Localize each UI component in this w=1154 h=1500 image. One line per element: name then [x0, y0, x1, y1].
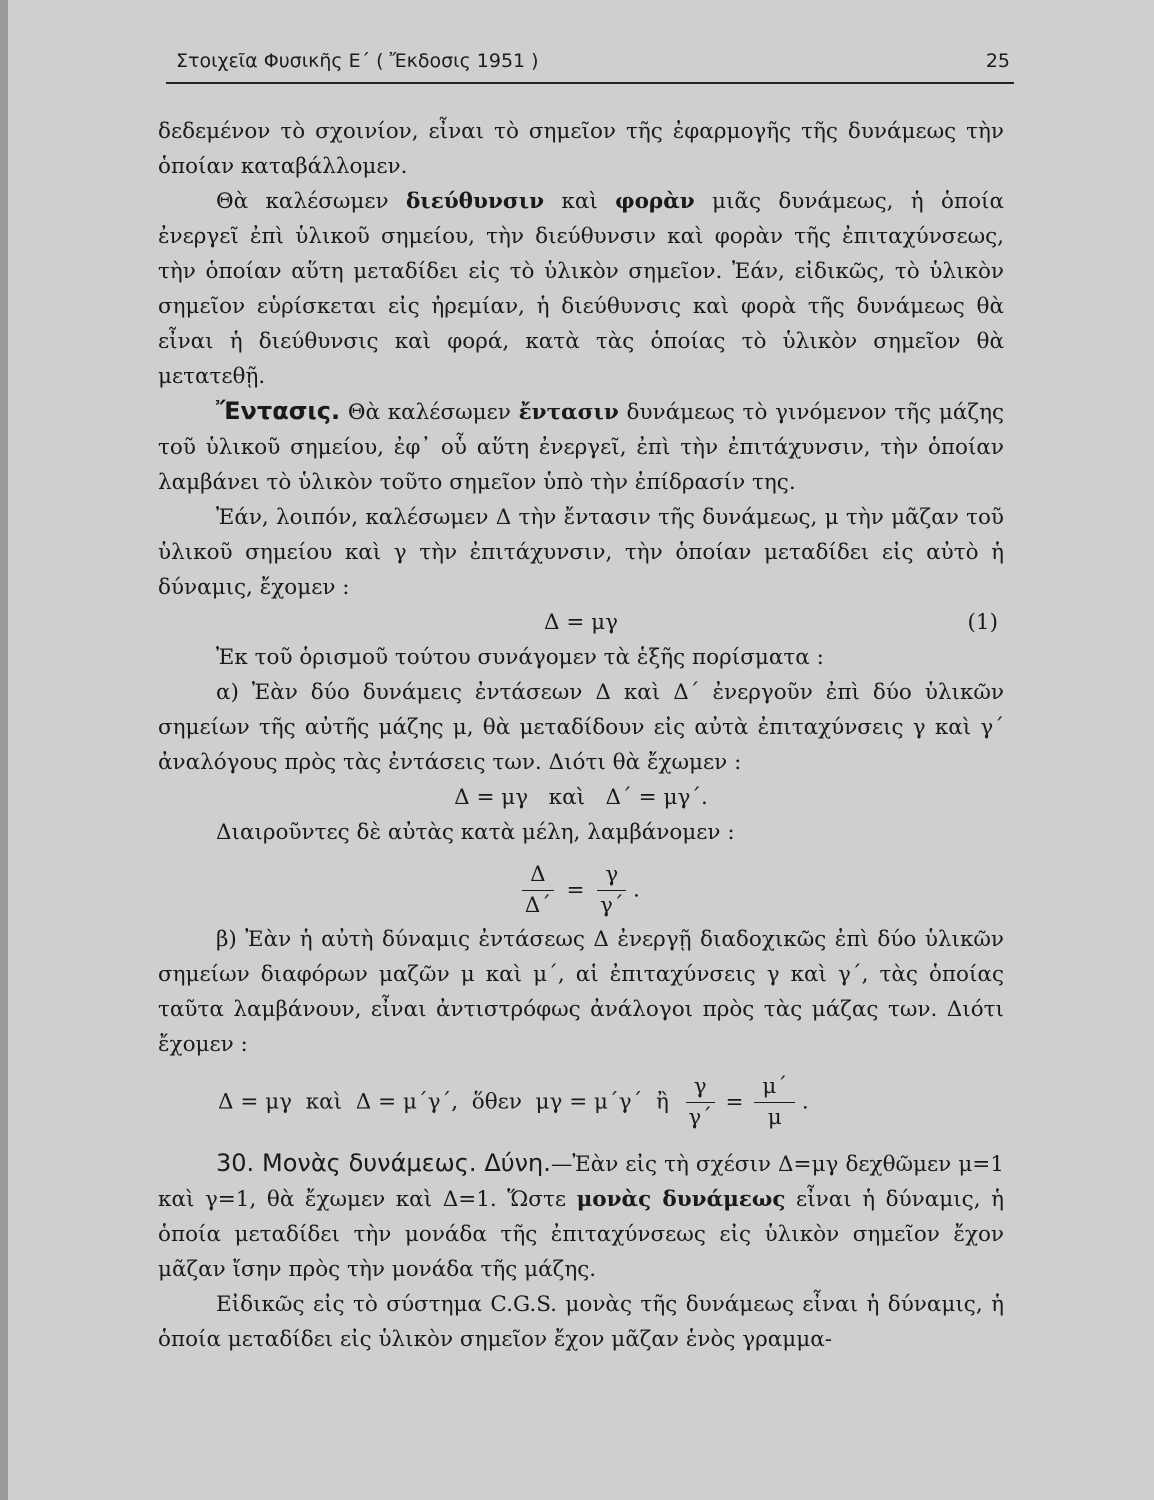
- term-unit-of-force: μονὰς δυνάμεως: [576, 1187, 786, 1212]
- fraction: $\frac{\Delta}{\Delta΄}$: [522, 860, 554, 921]
- fraction: $\frac{\gamma}{\gamma΄}$: [686, 1072, 715, 1133]
- subheading-intensity: Ἔντασις.: [216, 397, 341, 425]
- text-run: Θὰ καλέσωμεν: [216, 189, 406, 214]
- equation-4: Δ = μγ καὶ Δ = μ΄γ΄, ὅθεν μγ = μ΄γ΄ ἢ $\frac{\gamma}{\gamma΄}$ = $\frac{\mu΄}{\mu}$ .: [158, 1072, 1004, 1136]
- paragraph-10: Εἰδικῶς εἰς τὸ σύστημα C.G.S. μονὰς τῆς δυνάμεως εἶναι ἡ δύναμις, ἡ ὁποία μεταδίδει εἰς ὑλικὸν σημεῖον ἔχον μᾶζαν ἑνὸς γραμμα-: [158, 1292, 1004, 1352]
- text-run: Θὰ καλέσωμεν: [340, 400, 519, 425]
- paragraph-7: Διαιροῦντες δὲ αὐτὰς κατὰ μέλη, λαμβάνομεν :: [216, 820, 735, 845]
- running-title: Στοιχεῖα Φυσικῆς Ε΄ ( Ἔκδοσις 1951 ): [176, 50, 539, 72]
- equation-3: $\frac{\Delta}{\Delta΄}$ = $\frac{\gamma}{\gamma΄}$ .: [158, 860, 1004, 922]
- term-sense: φορὰν: [615, 189, 695, 214]
- text-run: καὶ: [544, 189, 616, 214]
- text-run: μιᾶς δυνάμεως, ἡ ὁποία ἐνεργεῖ ἐπὶ ὑλικοῦ σημείου, τὴν διεύθυνσιν καὶ φορὰν τῆς ἐπιταχύνσεως, τὴν ὁποίαν αὕτη μεταδίδει εἰς τὸ ὑλικὸν σημεῖον. Ἐάν, εἰδικῶς, τὸ ὑλικὸν σημεῖον εὑρίσκεται εἰς ἠρεμίαν, ἡ διεύθυνσις καὶ φορὰ τῆς δυνάμεως θὰ εἶναι ἡ διεύθυνσις καὶ φορά, κατὰ τὰς ὁποίας τὸ ὑλικὸν σημεῖον θὰ μετατεθῇ.: [158, 189, 1004, 389]
- page-body: [158, 114, 1004, 1357]
- equation-1-body: Δ = μγ: [543, 610, 619, 635]
- page-header: [166, 48, 1014, 84]
- page-number: 25: [985, 50, 1010, 72]
- term-intensity: ἔντασιν: [518, 400, 619, 425]
- fraction: $\frac{\mu΄}{\mu}$: [754, 1072, 795, 1133]
- equation-2: [158, 780, 1004, 815]
- fraction: $\frac{\gamma}{\gamma΄}$: [597, 860, 626, 921]
- paragraph-6: α) Ἐὰν δύο δυνάμεις ἐντάσεων Δ καὶ Δ΄ ἐνεργοῦν ἐπὶ δύο ὑλικῶν σημείων τῆς αὐτῆς μάζης μ, θὰ μεταδίδουν εἰς αὐτὰ ἐπιταχύνσεις γ καὶ γ΄ ἀναλόγους πρὸς τὰς ἐντάσεις των. Διότι θὰ ἔχωμεν :: [158, 680, 1004, 775]
- equation-1: [158, 605, 1004, 640]
- paragraph-8: β) Ἐὰν ἡ αὐτὴ δύναμις ἐντάσεως Δ ἐνεργῇ διαδοχικῶς ἐπὶ δύο ὑλικῶν σημείων διαφόρων μαζῶν μ καὶ μ΄, αἱ ἐπιταχύνσεις γ καὶ γ΄, τὰς ὁποίας ταῦτα λαμβάνουν, εἶναι ἀντιστρόφως ἀνάλογοι πρὸς τὰς μάζας των. Διότι ἔχομεν :: [158, 927, 1004, 1057]
- equation-2-body: Δ = μγ καὶ Δ΄ = μγ΄.: [454, 785, 708, 810]
- equation-4-body: Δ = μγ καὶ Δ = μ΄γ΄, ὅθεν μγ = μ΄γ΄ ἢ: [218, 1089, 669, 1115]
- section-heading: 30. Μονὰς δυνάμεως. Δύνη.: [216, 1149, 551, 1177]
- text-run: δυνάμεως τὸ γινόμενον τῆς μάζης τοῦ ὑλικοῦ σημείου, ἐφ᾽ οὗ αὕτη ἐνεργεῖ, ἐπὶ τὴν ἐπιτάχυνσιν, τὴν ὁποίαν λαμβάνει τὸ ὑλικὸν τοῦτο σημεῖον ὑπὸ τὴν ἐπίδρασίν της.: [158, 400, 1005, 495]
- paragraph-5: Ἐκ τοῦ ὁρισμοῦ τούτου συνάγομεν τὰ ἑξῆς πορίσματα :: [216, 645, 824, 670]
- paragraph-1: δεδεμένον τὸ σχοινίον, εἶναι τὸ σημεῖον τῆς ἐφαρμογῆς τῆς δυνάμεως τὴν ὁποίαν καταβάλλομεν.: [158, 119, 1004, 179]
- text-run: —Ἐὰν εἰς τὴ σχέσιν Δ=μγ δεχθῶμεν μ=1 καὶ γ=1, θὰ ἔχωμεν καὶ Δ=1. Ὥστε: [158, 1152, 1004, 1212]
- paragraph-9: [158, 1146, 1004, 1287]
- paragraph-2: [158, 184, 1004, 394]
- term-direction: διεύθυνσιν: [405, 189, 545, 214]
- paragraph-3: [158, 394, 1004, 500]
- paragraph-4: Ἐάν, λοιπόν, καλέσωμεν Δ τὴν ἔντασιν τῆς δυνάμεως, μ τὴν μᾶζαν τοῦ ὑλικοῦ σημείου καὶ γ τὴν ἐπιτάχυνσιν, τὴν ὁποίαν μεταδίδει εἰς αὐτὸ ἡ δύναμις, ἔχομεν :: [158, 505, 1004, 600]
- equation-1-number: (1): [967, 610, 998, 635]
- text-run: εἶναι ἡ δύναμις, ἡ ὁποία μεταδίδει τὴν μονάδα τῆς ἐπιταχύνσεως εἰς ὑλικὸν σημεῖον ἔχον μᾶζαν ἴσην πρὸς τὴν μονάδα τῆς μάζης.: [158, 1187, 1004, 1282]
